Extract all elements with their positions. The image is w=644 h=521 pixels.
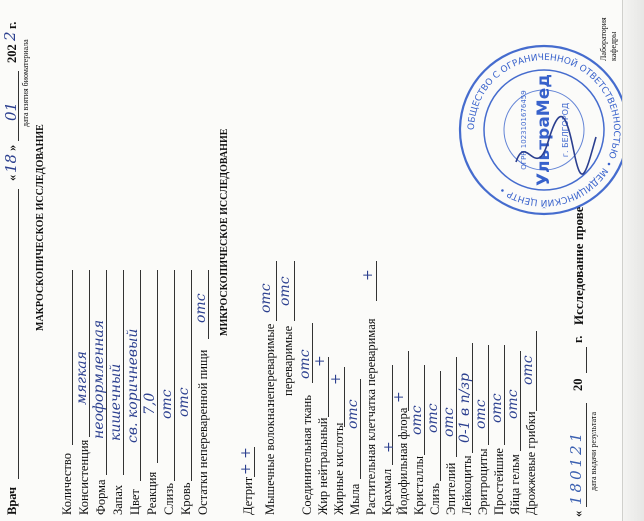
macro-value: св. коричневый	[125, 328, 141, 443]
micro-row	[298, 255, 314, 515]
micro-label: Жирные кислоты	[332, 422, 346, 515]
micro-row	[426, 255, 442, 515]
stamp-center-text: УльтраМед	[534, 74, 554, 186]
footer-year-suffix: г.	[571, 335, 585, 343]
micro-value: отс	[297, 349, 313, 379]
macro-label: Слизь	[162, 483, 176, 515]
date-month: 01	[2, 101, 20, 121]
date-open-quote: «	[5, 174, 19, 181]
micro-value: отс	[441, 407, 457, 437]
detrit-value: + +	[238, 447, 254, 475]
stamp-sub-text: г. БЕЛГОРОД	[561, 102, 570, 158]
clinic-stamp	[456, 42, 632, 218]
micro-row	[474, 255, 490, 515]
muscle-digested-value: отс	[277, 276, 293, 306]
macro-line	[191, 270, 192, 481]
micro-value: отс	[520, 355, 536, 385]
macro-section	[58, 265, 211, 515]
macro-label: Остатки непереваренной пищи	[196, 349, 210, 515]
micro-value: +	[360, 269, 376, 281]
micro-label: Соединительная ткань	[300, 395, 314, 515]
micro-label: Йодофильная флора	[396, 407, 410, 515]
micro-row	[378, 255, 397, 515]
date-caption: дата взятия биоматериала	[21, 39, 30, 127]
micro-label: Растительная клетчатка переваримая	[364, 318, 378, 515]
micro-line	[360, 379, 361, 479]
micro-label: Эритроциты	[476, 448, 490, 515]
footer-open-quote: «	[571, 510, 585, 517]
macro-value: отс	[159, 389, 175, 419]
footer-number: 180121	[567, 429, 585, 505]
detrit-line	[254, 447, 255, 477]
micro-row	[314, 255, 330, 515]
micro-row	[362, 255, 378, 515]
micro-value: +	[391, 391, 407, 403]
micro-row	[442, 255, 458, 515]
macro-line	[157, 270, 158, 463]
footer-year: 20	[571, 378, 585, 391]
date-close-quote: »	[5, 144, 19, 151]
date-year-end: г.	[5, 21, 19, 29]
macro-row	[160, 265, 177, 515]
micro-row	[346, 255, 362, 515]
muscle-label: Мышечные волокна:	[263, 404, 277, 515]
macro-title: МАКРОСКОПИЧЕСКОЕ ИССЛЕДОВАНИЕ	[35, 124, 46, 331]
macro-label: Консистенция	[77, 439, 91, 515]
detrit-label: Детрит	[241, 476, 255, 515]
micro-label: Эпителий	[444, 462, 458, 515]
macro-row	[92, 265, 109, 515]
micro-label: Простейшие	[492, 448, 506, 515]
footer-year-line	[586, 347, 587, 373]
macro-value: отс	[176, 387, 192, 417]
macro-label: Реакция	[145, 471, 159, 515]
macro-label: Количество	[60, 453, 74, 515]
macro-row	[58, 265, 75, 515]
footer-right-small: Лаборатория	[599, 17, 608, 61]
muscle-digested-label: переваримые	[281, 325, 295, 396]
macro-row	[109, 265, 126, 515]
micro-value: +	[381, 441, 397, 453]
macro-row	[143, 265, 160, 515]
muscle-undigested-value: отс	[258, 283, 274, 313]
stamp-ring-text: ОБЩЕСТВО С ОГРАНИЧЕННОЙ ОТВЕТСТВЕННОСТЬЮ • МЕДИЦИНСКИЙ ЦЕНТР •	[466, 52, 622, 208]
micro-line	[536, 331, 537, 411]
micro-value: отс	[409, 405, 425, 435]
macro-value: кишечный	[108, 363, 124, 441]
micro-value: отс	[473, 399, 489, 429]
macro-label: Запах	[111, 484, 125, 515]
micro-row	[490, 255, 506, 515]
macro-label: Кровь	[179, 482, 193, 515]
macro-value: неоформленная	[91, 319, 107, 439]
micro-value: +	[312, 355, 328, 367]
micro-row	[330, 255, 346, 515]
muscle-undigested-label: непереваримые	[263, 323, 277, 406]
micro-line	[408, 351, 409, 411]
page-edge-shadow	[622, 0, 644, 521]
date-year-prefix: 202	[5, 44, 19, 63]
micro-value: 0-1 в п/зр	[457, 373, 473, 443]
micro-label: Мыла	[348, 483, 362, 515]
macro-row	[126, 265, 143, 515]
micro-label: Крахмал	[380, 468, 394, 515]
macro-value: мягкая	[74, 351, 90, 405]
muscle-digested-line	[294, 261, 295, 321]
doctor-label: Врач	[5, 486, 19, 515]
micro-value: отс	[505, 389, 521, 419]
macro-value: отс	[193, 293, 209, 323]
micro-label: Яйца гельм	[508, 454, 522, 515]
macro-line	[174, 270, 175, 481]
doctor-line	[18, 189, 19, 479]
micro-row	[410, 255, 426, 515]
date-day: 18	[2, 153, 20, 173]
micro-label: Дрожжевые грибки	[524, 411, 538, 515]
footer-statement: Исследование прове	[571, 206, 586, 325]
footer-right-small-2: кафедры	[609, 31, 618, 61]
footer-date-caption: дата выдачи результата	[589, 411, 598, 491]
micro-row	[391, 255, 410, 515]
macro-row	[177, 265, 194, 515]
micro-label: Кристаллы	[412, 456, 426, 515]
micro-value: отс	[425, 403, 441, 433]
micro-title: МИКРОСКОПИЧЕСКОЕ ИССЛЕДОВАНИЕ	[219, 128, 230, 336]
macro-row	[194, 265, 211, 515]
macro-row	[75, 265, 92, 515]
micro-section	[298, 255, 538, 515]
macro-line	[72, 270, 73, 445]
micro-row	[458, 255, 474, 515]
macro-label: Цвет	[128, 489, 142, 515]
micro-line	[328, 357, 329, 417]
micro-value: отс	[345, 399, 361, 429]
micro-value: +	[328, 373, 344, 385]
micro-label: Слизь	[428, 483, 442, 515]
micro-row	[522, 255, 538, 515]
footer-number-line	[586, 403, 587, 507]
stamp-bottom-text: ОГРН 1023101676459	[520, 90, 528, 170]
macro-value: 7,0	[142, 392, 158, 415]
micro-label: Лейкоциты	[460, 455, 474, 515]
micro-value: отс	[489, 393, 505, 423]
macro-label: Форма	[94, 479, 108, 515]
date-year-suffix: 2	[1, 31, 19, 41]
micro-line	[376, 261, 377, 301]
micro-label: Жир нейтральный	[316, 417, 330, 515]
micro-row	[506, 255, 522, 515]
